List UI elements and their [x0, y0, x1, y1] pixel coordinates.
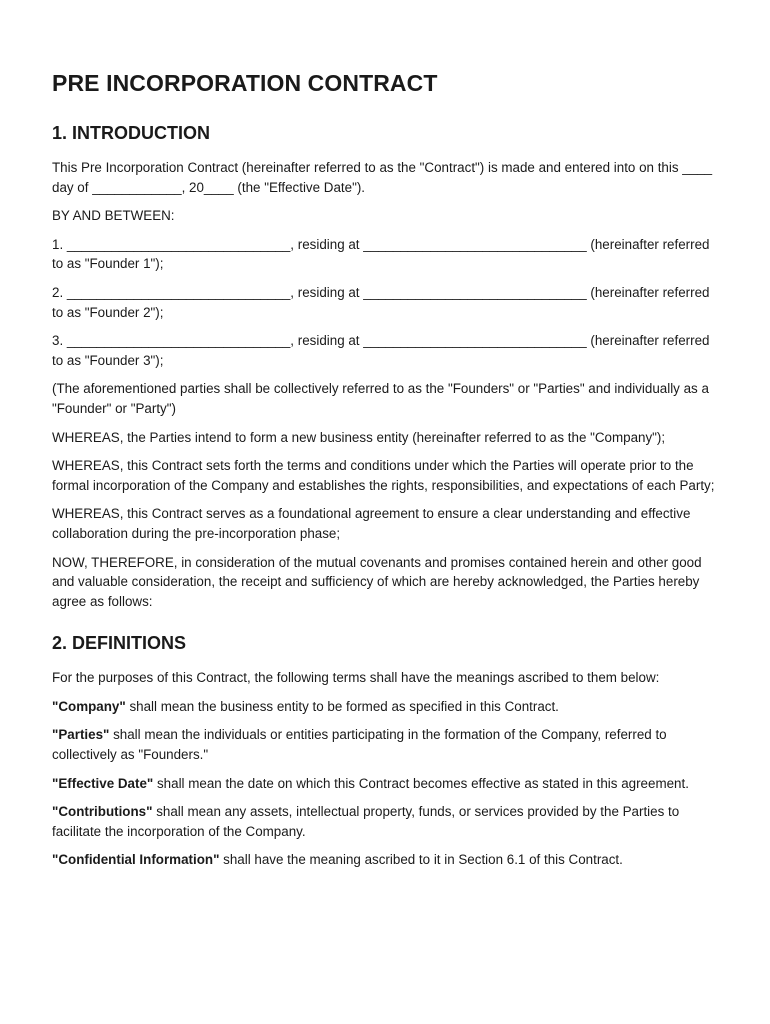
founder-3-line: 3. ______________________________, residing at ______________________________ (hereinafter referred to as "Founder 3"); [52, 333, 710, 368]
intro-paragraph: This Pre Incorporation Contract (hereinafter referred to as the "Contract") is made and entered into on this ____ day of ____________, 20____ (the "Effective Date"). [52, 160, 713, 195]
definition-term: "Company" [52, 698, 126, 714]
definition-term: "Effective Date" [52, 775, 154, 791]
section-heading: 2. DEFINITIONS [52, 633, 187, 654]
now-therefore-clause: NOW, THEREFORE, in consideration of the mutual covenants and promises contained herein and other good and valuable consideration, the receipt and sufficiency of which are hereby acknowledged, the Parties hereby agree as follows: [52, 554, 702, 609]
section-definitions [52, 633, 720, 870]
definition-item [52, 725, 720, 764]
definition-item [52, 802, 720, 841]
definition-item [52, 850, 720, 870]
parties-note: (The aforementioned parties shall be collectively referred to as the "Founders" or "Parties" and individually as a "Founder" or "Party") [52, 381, 709, 416]
whereas-clause-1: WHEREAS, the Parties intend to form a new business entity (hereinafter referred to as the "Company"); [52, 429, 666, 445]
founder-1-line: 1. ______________________________, residing at ______________________________ (hereinafter referred to as "Founder 1"); [52, 236, 710, 272]
definition-text: shall mean the individuals or entities participating in the formation of the Company, referred to collectively as "Founders." [52, 727, 667, 763]
definitions-intro: For the purposes of this Contract, the following terms shall have the meanings ascribed to them below: [52, 670, 660, 686]
definition-term: "Confidential Information" [52, 852, 220, 868]
section-heading: 1. INTRODUCTION [52, 123, 211, 143]
document-title: PRE INCORPORATION CONTRACT [52, 70, 438, 96]
definition-item [52, 697, 720, 717]
definition-term: "Contributions" [52, 804, 153, 820]
whereas-clause-3: WHEREAS, this Contract serves as a foundational agreement to ensure a clear understanding and effective collaboration during the pre-incorporation phase; [52, 506, 691, 541]
definition-text: shall mean the date on which this Contract becomes effective as stated in this agreement. [153, 775, 689, 791]
section-introduction [52, 123, 720, 611]
whereas-clause-2: WHEREAS, this Contract sets forth the terms and conditions under which the Parties will operate prior to the formal incorporation of the Company and establishes the rights, responsibilities, and expectations of each Party; [52, 458, 715, 493]
founder-2-line: 2. ______________________________, residing at ______________________________ (hereinafter referred to as "Founder 2"); [52, 284, 710, 320]
definition-item [52, 774, 720, 794]
definition-term: "Parties" [52, 727, 110, 743]
definition-text: shall mean any assets, intellectual property, funds, or services provided by the Parties to facilitate the incorporation of the Company. [52, 804, 680, 839]
definition-text: shall have the meaning ascribed to it in Section 6.1 of this Contract. [219, 852, 623, 868]
by-and-between: BY AND BETWEEN: [52, 208, 175, 224]
definition-text: shall mean the business entity to be formed as specified in this Contract. [125, 698, 559, 714]
